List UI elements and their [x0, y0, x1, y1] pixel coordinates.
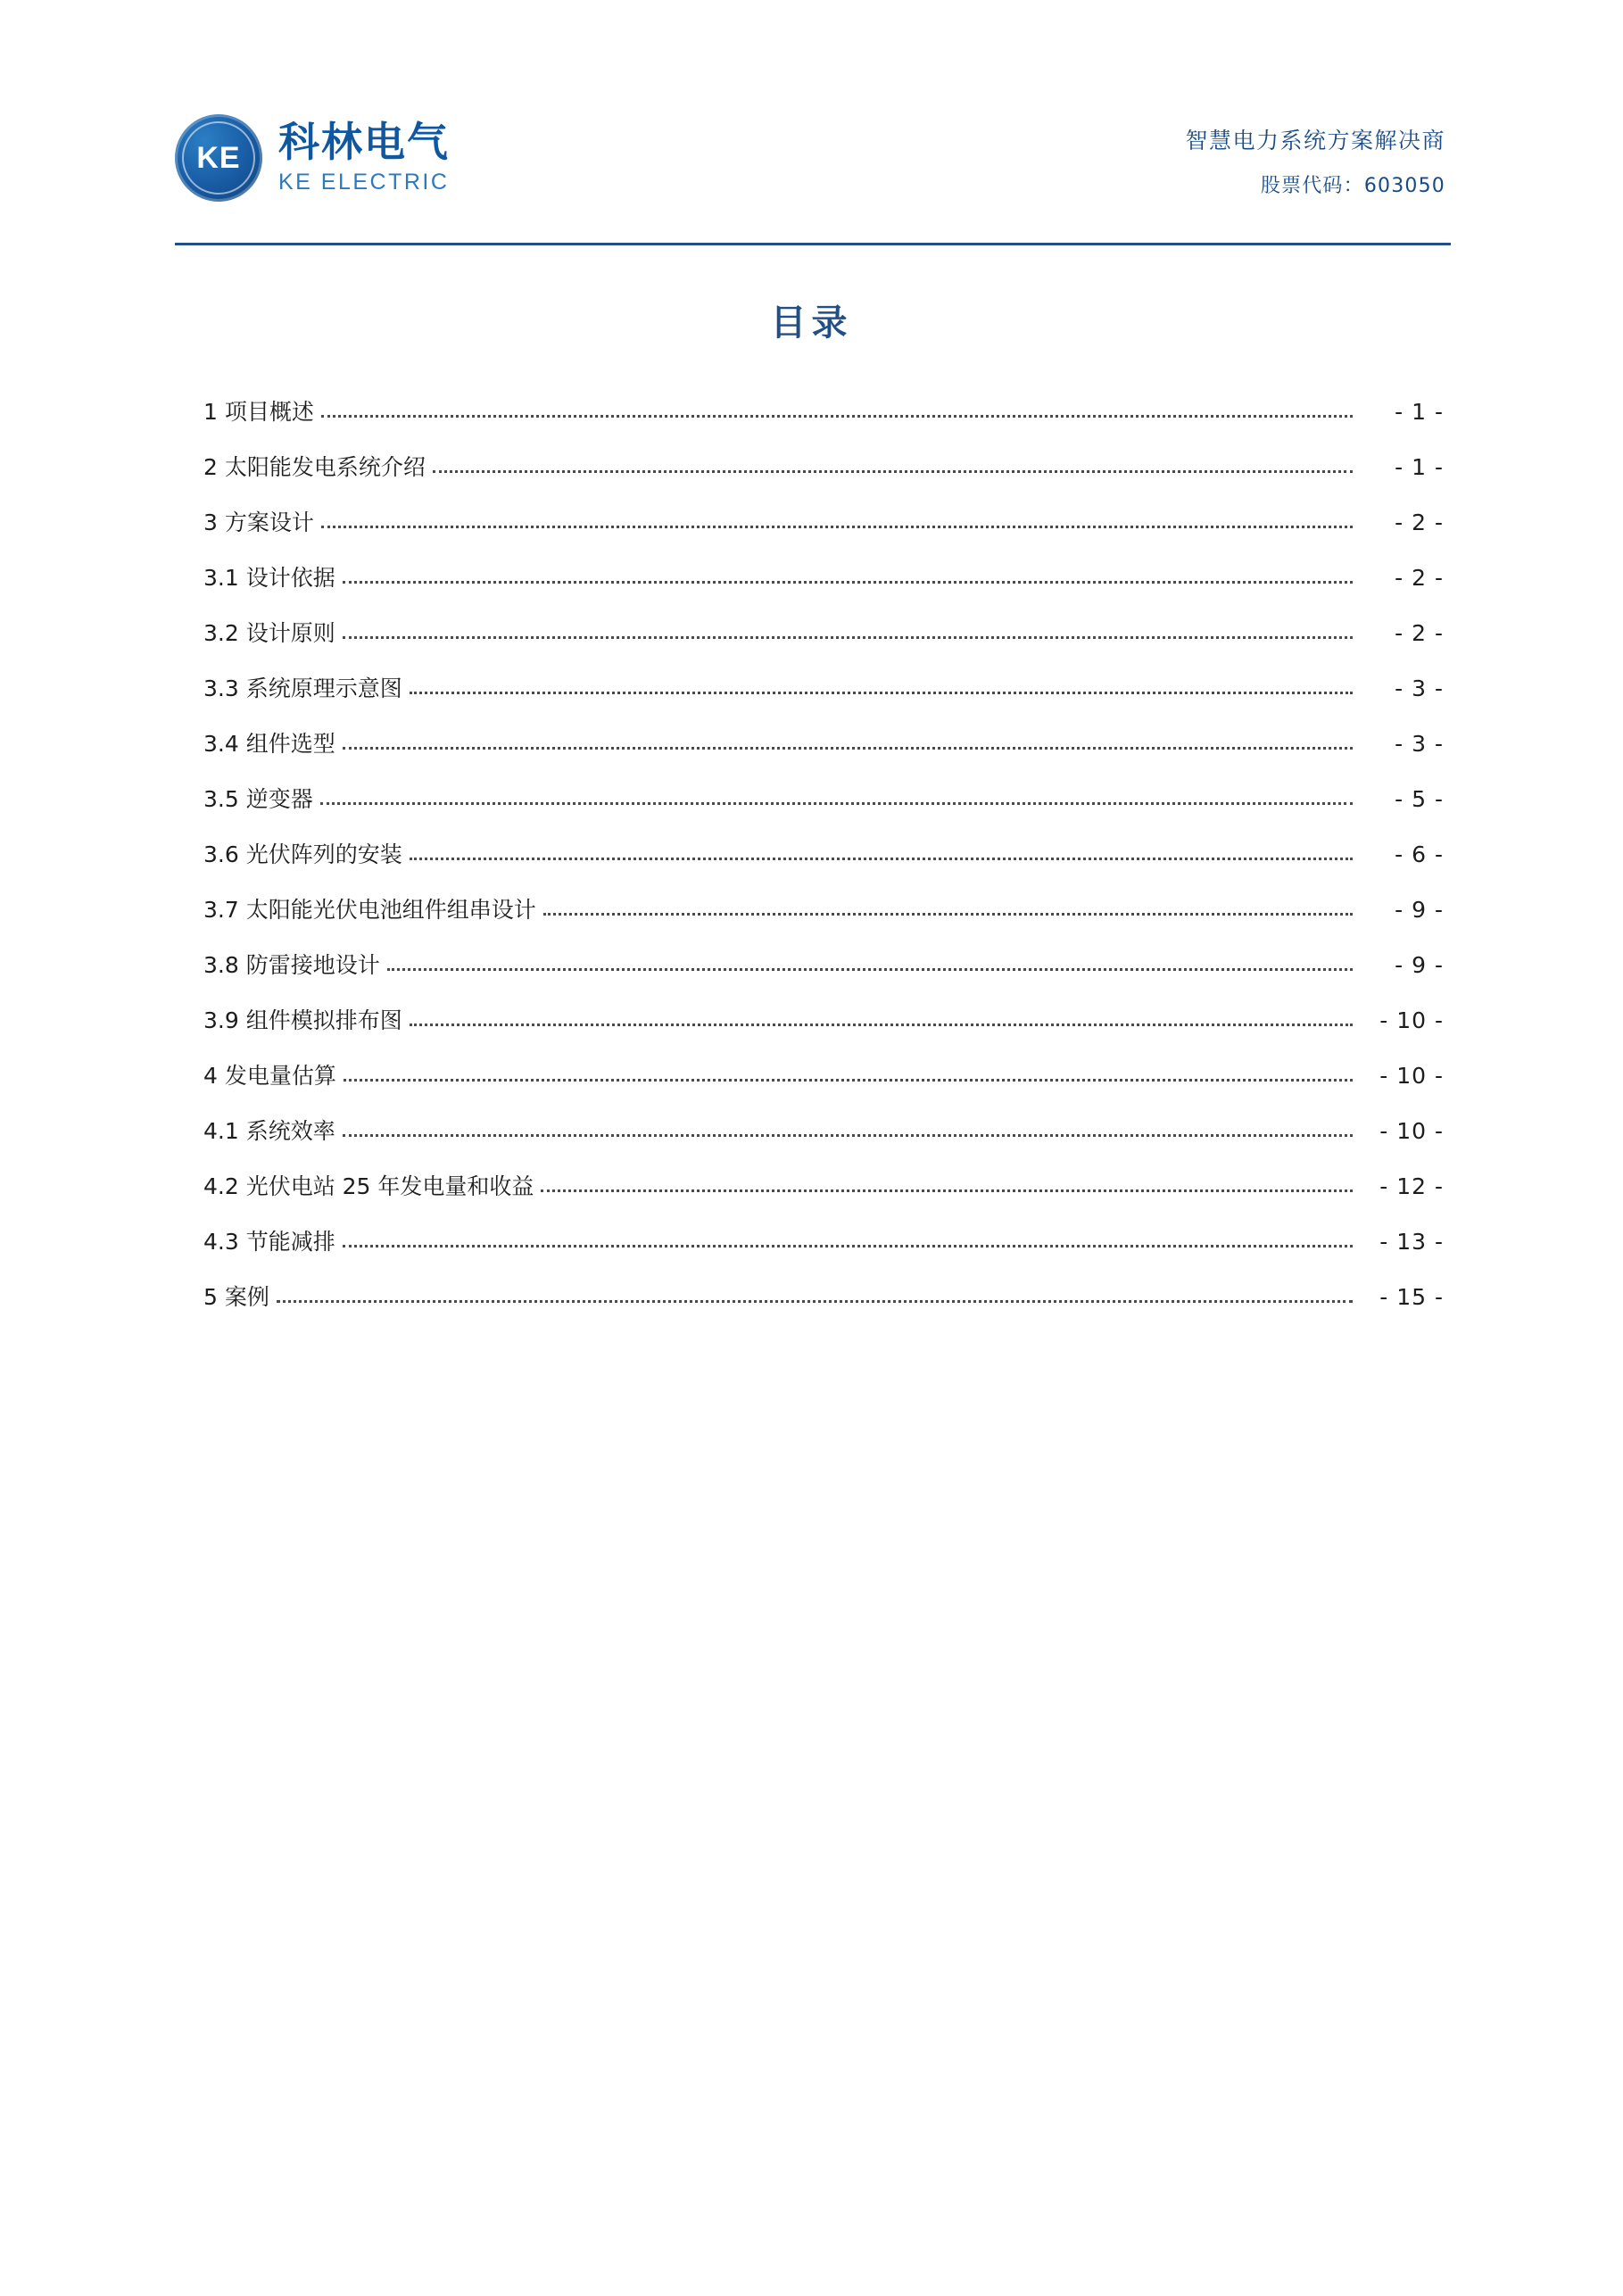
- toc-entry-page: - 15 -: [1379, 1284, 1444, 1310]
- toc-entry-label: 3.2 设计原则: [203, 620, 335, 646]
- page-header: [175, 114, 1451, 239]
- toc-entry-page: - 3 -: [1395, 676, 1444, 701]
- toc-entry[interactable]: [203, 705, 1444, 760]
- toc-entry-label: 3.3 系统原理示意图: [203, 676, 402, 701]
- toc-leader-dots: [410, 1024, 1353, 1026]
- toc-entry[interactable]: [203, 1258, 1444, 1314]
- toc-entry-page: - 1 -: [1395, 399, 1444, 425]
- toc-leader-dots: [320, 802, 1353, 805]
- toc-entry-label: 3.6 光伏阵列的安装: [203, 841, 402, 867]
- toc-entry-label: 4 发电量估算: [203, 1063, 336, 1089]
- toc-leader-dots: [543, 913, 1353, 916]
- toc-leader-dots: [410, 692, 1353, 694]
- toc-entry[interactable]: [203, 982, 1444, 1037]
- toc-leader-dots: [541, 1189, 1353, 1192]
- toc-leader-dots: [343, 1134, 1353, 1137]
- toc-entry-page: - 9 -: [1395, 897, 1444, 923]
- toc-entry-label: 2 太阳能发电系统介绍: [203, 454, 426, 480]
- toc-leader-dots: [321, 415, 1353, 418]
- ke-logo-icon: [175, 114, 262, 202]
- toc-entry[interactable]: [203, 760, 1444, 816]
- toc-entry[interactable]: [203, 871, 1444, 926]
- toc-entry[interactable]: [203, 650, 1444, 705]
- header-company-info: [1185, 125, 1445, 198]
- page-title: 目录: [770, 303, 853, 344]
- toc-entry-label: 5 案例: [203, 1284, 269, 1310]
- toc-entry-label: 4.2 光伏电站 25 年发电量和收益: [203, 1173, 534, 1199]
- toc-entry-label: 4.1 系统效率: [203, 1118, 335, 1144]
- toc-entry-label: 3.9 组件模拟排布图: [203, 1007, 402, 1033]
- toc-entry-page: - 5 -: [1395, 786, 1444, 812]
- toc-entry-label: 1 项目概述: [203, 399, 314, 425]
- logo-mark-text: KE: [196, 140, 241, 175]
- toc-leader-dots: [321, 526, 1353, 528]
- toc-entry-page: - 2 -: [1395, 565, 1444, 591]
- toc-entry-page: - 1 -: [1395, 454, 1444, 480]
- toc-entry-page: - 10 -: [1379, 1118, 1444, 1144]
- toc-entry-label: 3.1 设计依据: [203, 565, 335, 591]
- company-slogan: 智慧电力系统方案解决商: [1185, 128, 1445, 153]
- table-of-contents: [203, 373, 1444, 1314]
- toc-leader-dots: [343, 581, 1353, 584]
- header-divider: [175, 243, 1451, 245]
- toc-leader-dots: [387, 968, 1353, 971]
- toc-leader-dots: [343, 747, 1353, 750]
- stock-code: 股票代码：603050: [1260, 175, 1445, 197]
- toc-leader-dots: [410, 858, 1353, 860]
- toc-entry[interactable]: [203, 373, 1444, 428]
- toc-leader-dots: [433, 470, 1353, 473]
- logo-wordmark: [278, 120, 450, 195]
- toc-entry-page: - 12 -: [1379, 1173, 1444, 1199]
- toc-entry[interactable]: [203, 539, 1444, 594]
- toc-entry-page: - 2 -: [1395, 510, 1444, 535]
- toc-entry[interactable]: [203, 1148, 1444, 1203]
- toc-entry[interactable]: [203, 1037, 1444, 1092]
- toc-leader-dots: [343, 636, 1353, 639]
- logo-chinese-name: 科林电气: [278, 118, 450, 167]
- toc-entry-page: - 13 -: [1379, 1229, 1444, 1255]
- toc-leader-dots: [344, 1079, 1353, 1082]
- toc-entry[interactable]: [203, 594, 1444, 650]
- toc-entry[interactable]: [203, 816, 1444, 871]
- toc-entry-label: 3.8 防雷接地设计: [203, 952, 380, 978]
- toc-entry-label: 3.7 太阳能光伏电池组件组串设计: [203, 897, 536, 923]
- toc-entry-page: - 2 -: [1395, 620, 1444, 646]
- toc-entry[interactable]: [203, 484, 1444, 539]
- toc-entry-page: - 9 -: [1395, 952, 1444, 978]
- toc-entry[interactable]: [203, 1203, 1444, 1258]
- toc-entry-page: - 10 -: [1379, 1007, 1444, 1033]
- toc-entry[interactable]: [203, 428, 1444, 484]
- company-logo: [175, 114, 450, 202]
- toc-entry-label: 3.4 组件选型: [203, 731, 335, 757]
- toc-entry-label: 3 方案设计: [203, 510, 314, 535]
- toc-entry-label: 4.3 节能减排: [203, 1229, 335, 1255]
- toc-entry[interactable]: [203, 1092, 1444, 1148]
- toc-leader-dots: [343, 1245, 1353, 1247]
- toc-entry-page: - 3 -: [1395, 731, 1444, 757]
- toc-entry-page: - 10 -: [1379, 1063, 1444, 1089]
- toc-leader-dots: [277, 1300, 1353, 1303]
- logo-english-name: KE ELECTRIC: [278, 169, 450, 195]
- toc-entry[interactable]: [203, 926, 1444, 982]
- toc-entry-label: 3.5 逆变器: [203, 786, 313, 812]
- toc-entry-page: - 6 -: [1395, 841, 1444, 867]
